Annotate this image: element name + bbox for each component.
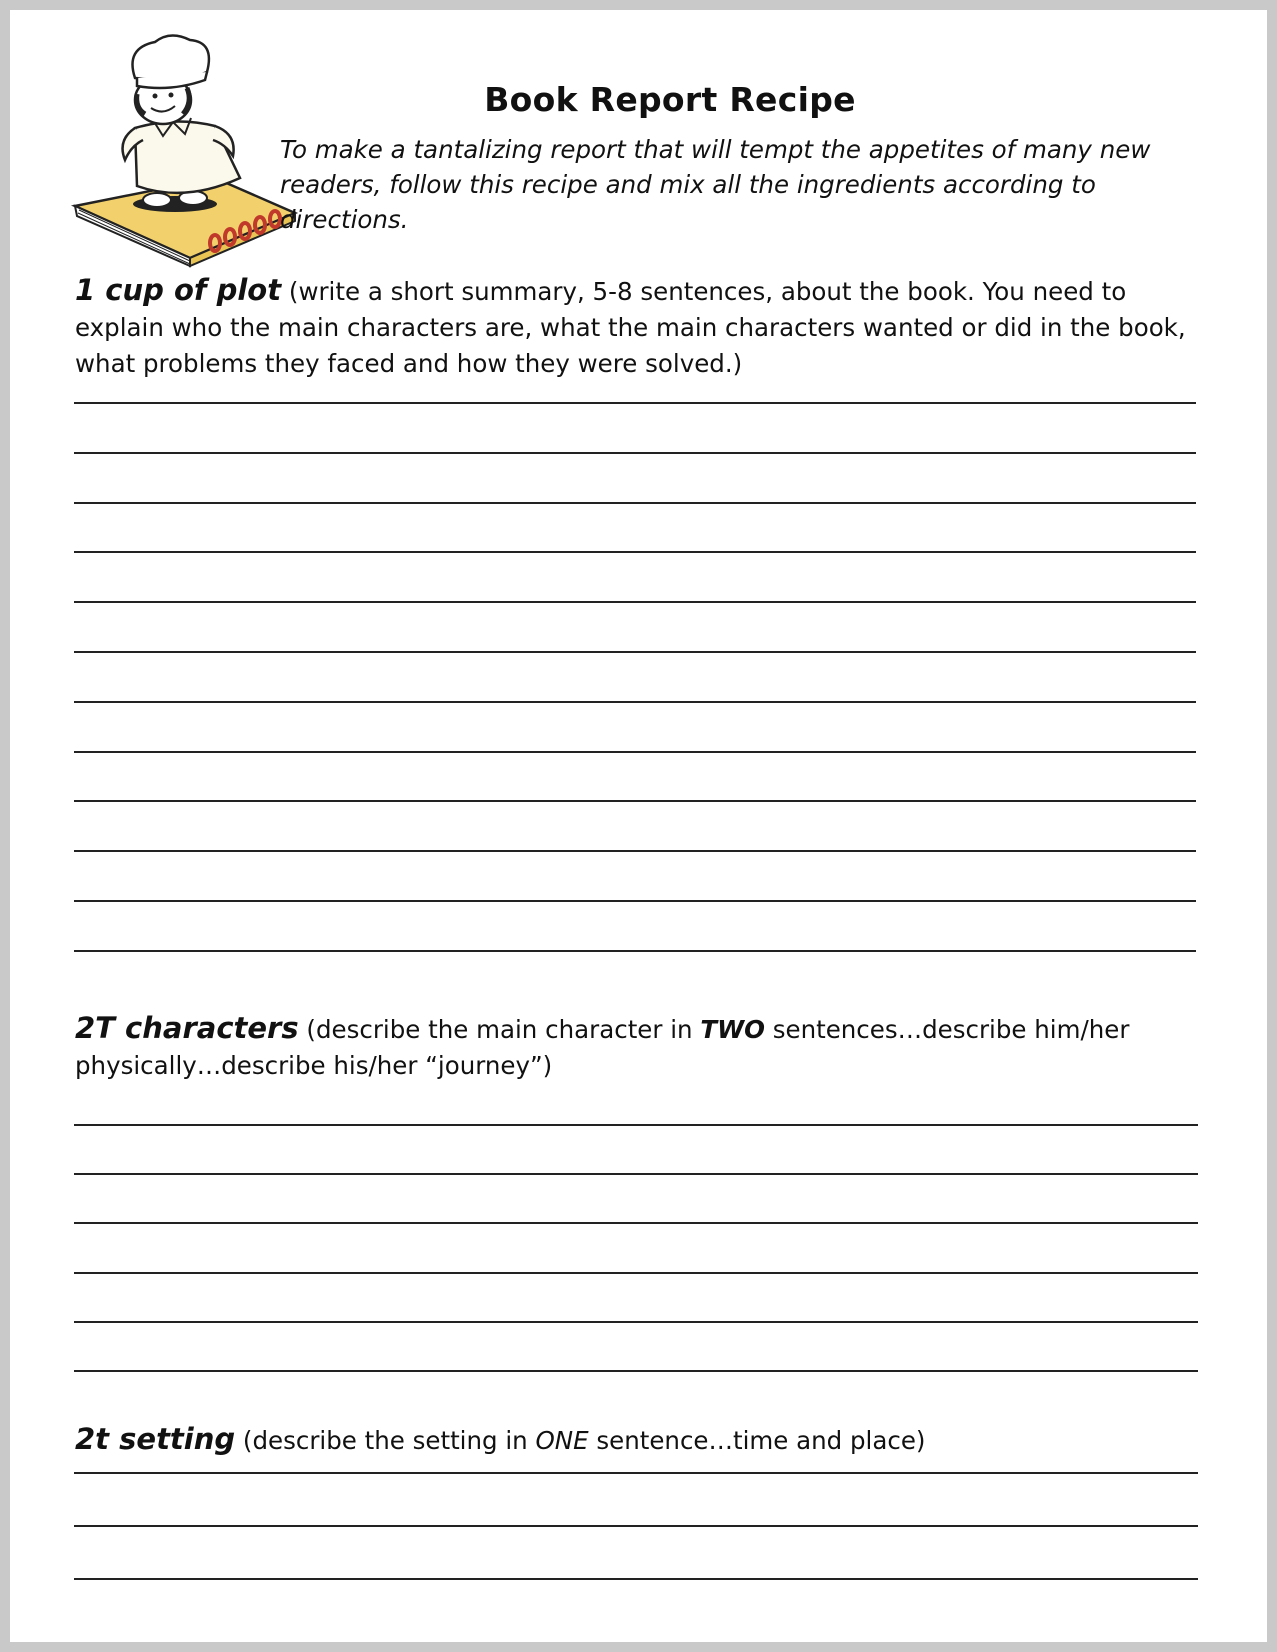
emphasis-two: TWO — [700, 1015, 765, 1044]
writing-line — [74, 1525, 1198, 1527]
writing-line — [74, 1173, 1198, 1175]
writing-line — [74, 751, 1196, 753]
instructions-setting-part2: sentence…time and place) — [588, 1426, 926, 1455]
page-title: Book Report Recipe — [484, 80, 856, 119]
section-setting-heading — [75, 1421, 1205, 1459]
writing-line — [74, 1578, 1198, 1580]
writing-line — [74, 900, 1196, 902]
instructions-characters-part1: (describe the main character in — [298, 1015, 701, 1044]
intro-text: To make a tantalizing report that will tempt the appetites of many new readers, follow this recipe and mix all the ingredients according to directions. — [280, 135, 1151, 234]
writing-line — [74, 800, 1196, 802]
chef-on-book-icon — [65, 28, 305, 268]
writing-line — [74, 651, 1196, 653]
writing-line — [74, 1321, 1198, 1323]
writing-line — [74, 452, 1196, 454]
instructions-setting-part1: (describe the setting in — [235, 1426, 536, 1455]
instructions-plot: (write a short summary, 5-8 sentences, about the book. You need to explain who the main characters are, what the main characters wanted or did in the book, what problems they faced and how they were solved.) — [75, 277, 1186, 378]
ingredient-plot: 1 cup of plot — [75, 273, 282, 307]
ingredient-characters: 2T characters — [75, 1011, 299, 1045]
writing-line — [74, 1222, 1198, 1224]
writing-line — [74, 1272, 1198, 1274]
writing-line — [74, 701, 1196, 703]
writing-line — [74, 601, 1196, 603]
writing-line — [74, 1124, 1198, 1126]
writing-line — [74, 1472, 1198, 1474]
writing-line — [74, 1370, 1198, 1372]
writing-line — [74, 402, 1196, 404]
section-plot-heading — [75, 272, 1205, 382]
instructions-characters-part2: sentences…describe him/her physically…describe his/her “journey”) — [75, 1015, 1130, 1080]
ingredient-setting: 2t setting — [75, 1422, 236, 1456]
writing-line — [74, 502, 1196, 504]
worksheet-page — [10, 10, 1267, 1642]
emphasis-one: ONE — [535, 1426, 589, 1455]
writing-line — [74, 850, 1196, 852]
section-characters-heading — [75, 1010, 1205, 1084]
writing-line — [74, 950, 1196, 952]
writing-line — [74, 551, 1196, 553]
